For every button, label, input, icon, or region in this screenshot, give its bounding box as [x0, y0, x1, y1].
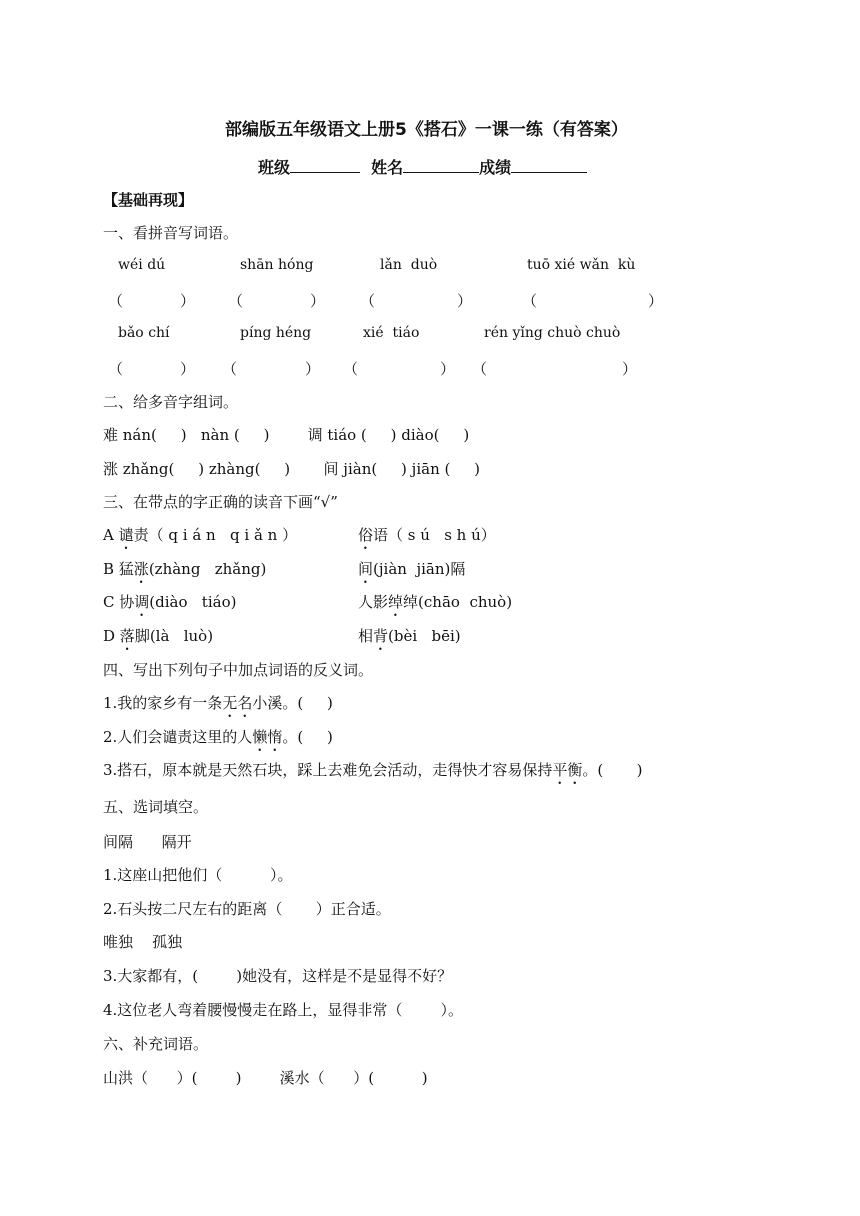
- answer-paren-open: （: [228, 292, 244, 310]
- student-info-line: [258, 155, 587, 178]
- answer-paren-close: ）: [310, 292, 326, 310]
- q3-heading: 三、在带点的字正确的读音下画“√”: [103, 493, 338, 511]
- q5-sentence-1: 1.这座山把他们（ ）。: [103, 866, 293, 884]
- page-title: 部编版五年级语文上册5《搭石》一课一练（有答案）: [225, 120, 628, 140]
- answer-paren-close: ）: [180, 292, 196, 310]
- answer-paren-open: （: [522, 292, 538, 310]
- q3-item-d-left: D 落脚(là luò): [103, 627, 214, 645]
- answer-paren-open: （: [108, 360, 124, 378]
- q5-sentence-3: 3.大家都有，( )她没有，这样是不是显得不好？: [103, 967, 453, 985]
- pinyin: xié tiáo: [363, 325, 420, 341]
- pinyin: rén yǐng chuò chuò: [484, 325, 621, 341]
- answer-paren-open: （: [222, 360, 238, 378]
- pinyin: shān hóng: [240, 257, 314, 273]
- answer-paren-close: ）: [648, 292, 664, 310]
- name-label: 姓名: [371, 158, 404, 177]
- answer-paren-close: ）: [457, 292, 473, 310]
- q5-sentence-2: 2.石头按二尺左右的距离（ ）正合适。: [103, 900, 391, 918]
- q4-sentence-2: 2.人们会谴责这里的人懒惰。( ): [103, 728, 333, 746]
- q3-item-a-left: A 谴责（ q i á n q i ǎ n ）: [103, 526, 298, 544]
- score-blank[interactable]: [511, 156, 587, 173]
- q2-heading: 二、给多音字组词。: [103, 393, 239, 411]
- score-label: 成绩: [479, 158, 512, 177]
- answer-paren-close: ）: [305, 360, 321, 378]
- q3-item-b-left: B 猛涨(zhàng zhǎng): [103, 560, 267, 578]
- q3-item-b-right: 间(jiàn jiān)隔: [358, 560, 466, 578]
- answer-paren-open: （: [360, 292, 376, 310]
- q3-item-c-left: C 协调(diào tiáo): [103, 593, 237, 611]
- answer-paren-open: （: [108, 292, 124, 310]
- q6-line: 山洪（ ）( ) 溪水（ ）( ): [103, 1069, 428, 1087]
- section-heading: 【基础再现】: [103, 191, 194, 209]
- answer-paren-close: ）: [440, 360, 456, 378]
- pinyin: wéi dú: [118, 257, 166, 273]
- answer-paren-close: ）: [622, 360, 638, 378]
- pinyin: lǎn duò: [380, 257, 438, 273]
- q6-heading: 六、补充词语。: [103, 1035, 209, 1053]
- q2-line-2: 涨 zhǎng( ) zhàng( ) 间 jiàn( ) jiān ( ): [103, 460, 481, 478]
- answer-paren-open: （: [472, 360, 488, 378]
- pinyin: tuō xié wǎn kù: [527, 257, 636, 273]
- pinyin: bǎo chí: [118, 325, 170, 341]
- answer-paren-open: （: [343, 360, 359, 378]
- q3-item-c-right: 人影绰绰(chāo chuò): [358, 593, 513, 611]
- q4-sentence-1: 1.我的家乡有一条无名小溪。( ): [103, 694, 333, 712]
- q5-word-options-2: 唯独 孤独: [103, 933, 183, 951]
- q5-sentence-4: 4.这位老人弯着腰慢慢走在路上，显得非常（ ）。: [103, 1001, 463, 1019]
- q2-line-1: 难 nán( ) nàn ( ) 调 tiáo ( ) diào( ): [103, 426, 470, 444]
- q1-heading: 一、看拼音写词语。: [103, 224, 239, 242]
- pinyin: píng héng: [240, 325, 312, 341]
- class-blank[interactable]: [290, 156, 360, 173]
- name-blank[interactable]: [403, 156, 479, 173]
- q5-word-options-1: 间隔 隔开: [103, 833, 192, 851]
- q4-heading: 四、写出下列句子中加点词语的反义词。: [103, 661, 374, 679]
- answer-paren-close: ）: [180, 360, 196, 378]
- q5-heading: 五、选词填空。: [103, 798, 209, 816]
- q3-item-d-right: 相背(bèi bēi): [358, 627, 461, 645]
- q3-item-a-right: 俗语（ s ú s h ú）: [358, 526, 496, 544]
- q4-sentence-3: 3.搭石，原本就是天然石块，踩上去难免会活动，走得快才容易保持平衡。( ): [103, 761, 643, 779]
- class-label: 班级: [258, 158, 291, 177]
